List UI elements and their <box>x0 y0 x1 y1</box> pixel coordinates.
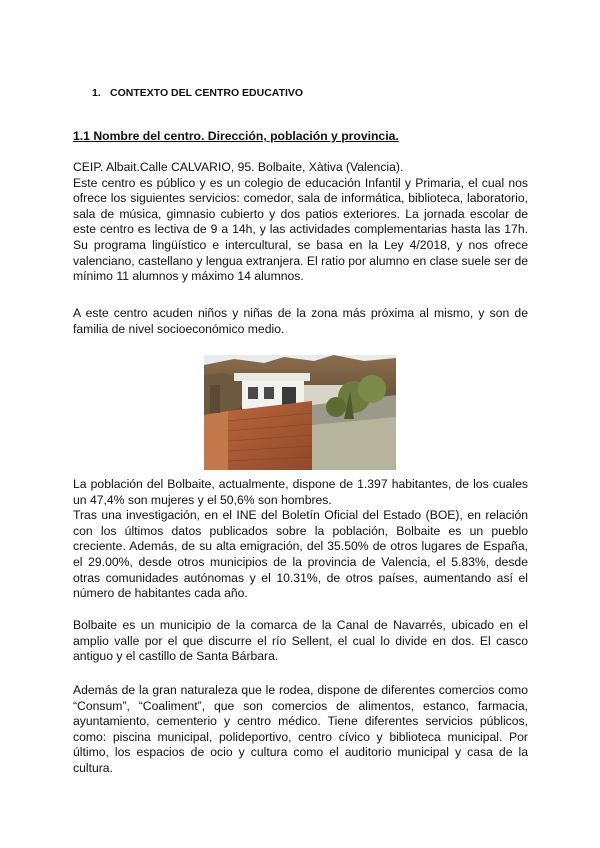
paragraph-municipality <box>73 618 528 665</box>
section-number: 1. <box>92 87 101 99</box>
municipality-text: Bolbaite es un municipio de la comarca de la Canal de Navarrés, ubicado en el amplio valle por el que discurre el río Sellent, el cual lo divide en dos. El casco antiguo y el castillo de Santa Bárbara. <box>73 618 528 664</box>
paragraph-students <box>73 306 528 337</box>
subsection-heading: 1.1 Nombre del centro. Dirección, población y provincia. <box>73 129 399 143</box>
paragraph-school-info <box>73 160 528 285</box>
population-text: La población del Bolbaite, actualmente, dispone de 1.397 habitantes, de los cuales un 47,4% son mujeres y el 50,6% son hombres. <box>73 477 528 507</box>
investigation-text: Tras una investigación, en el INE del Boletín Oficial del Estado (BOE), en relación con los últimos datos publicados sobre la población, Bolbaite es un pueblo creciente. Además, de su alta emigración, del 35.50% de otros lugares de España, el 29.00%, desde otros municipios de la provincia de Valencia, el 5.83%, desde otras comunidades autónomas y el 10.31%, de otros países, aumentando así el número de habitantes cada año. <box>73 508 528 601</box>
school-description: Este centro es público y es un colegio de educación Infantil y Primaria, el cual nos ofrece los siguientes servicios: comedor, sala de informática, biblioteca, laboratorio, sala de música, gimnasio cubierto y dos patios exteriores. La jornada escolar de este centro es lectiva de 9 a 14h, y las actividades complementarias hasta las 17h. Su programa lingüístico e intercultural, se basa en la Ley 4/2018, y nos ofrece valenciano, castellano y lengua extranjera. El ratio por alumno en clase suele ser de mínimo 11 alumnos y máximo 14 alumnos. <box>73 175 528 284</box>
students-text: A este centro acuden niños y niñas de la zona más próxima al mismo, y son de familia de nivel socioeconómico medio. <box>73 306 528 336</box>
services-text: Además de la gran naturaleza que le rodea, dispone de diferentes comercios como “Consum”, “Coaliment”, que son comercios de alimentos, estanco, farmacia, ayuntamiento, cementerio y centro médico. Tiene diferentes servicios públicos, como: piscina municipal, polideportivo, centro cívico y biblioteca municipal. Por último, los espacios de ocio y cultura como el auditorio municipal y casa de la cultura. <box>73 683 528 775</box>
school-photo <box>204 355 396 470</box>
paragraph-services <box>73 683 528 777</box>
paragraph-population <box>73 477 528 602</box>
section-heading <box>92 87 303 99</box>
section-title: CONTEXTO DEL CENTRO EDUCATIVO <box>110 87 304 99</box>
school-address: CEIP. Albait.Calle CALVARIO, 95. Bolbaite, Xàtiva (Valencia). <box>73 160 404 174</box>
